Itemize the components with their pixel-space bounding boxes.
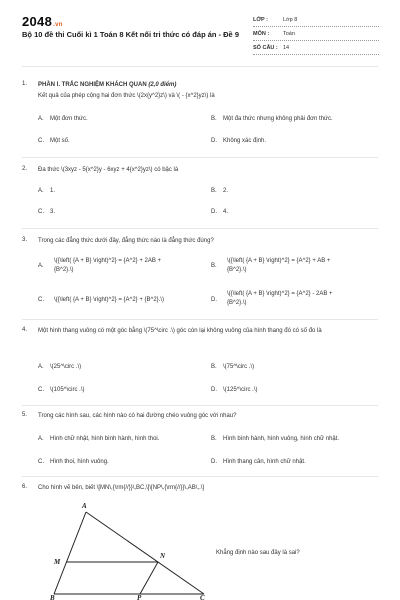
section-heading — [38, 81, 176, 90]
option-text: 1. — [50, 188, 56, 194]
divider — [22, 228, 378, 229]
question-3-option-b[interactable] — [227, 257, 377, 275]
question-6-number: 6. — [22, 484, 28, 490]
divider — [22, 405, 378, 406]
option-text: \(25^\circ .\) — [50, 364, 82, 370]
question-1-text: Kết quả của phép cộng hai đơn thức \(2x{y^2}z\) và \( - {x^2}yz\) là — [38, 93, 215, 99]
option-key: A. — [38, 436, 44, 442]
option-text: Không xác định. — [223, 138, 267, 144]
option-key: D. — [211, 138, 217, 144]
info-count — [253, 45, 289, 51]
question-6-prompt: Khẳng định nào sau đây là sai? — [216, 550, 300, 556]
question-5-number: 5. — [22, 412, 28, 418]
option-text: Hình bình hành, hình vuông, hình chữ nhật. — [223, 436, 340, 442]
divider — [22, 66, 378, 67]
option-key: D. — [211, 209, 217, 215]
divider — [253, 54, 379, 55]
question-4-option-a[interactable] — [38, 363, 81, 372]
option-text: \(105^\circ .\) — [50, 387, 85, 393]
question-1-option-c[interactable] — [38, 137, 70, 146]
option-text: 2. — [223, 188, 229, 194]
question-5-text: Trong các hình sau, các hình nào có hai đường chéo vuông góc với nhau? — [38, 413, 237, 419]
option-key: C. — [38, 459, 44, 465]
question-3-option-a-key[interactable]: A. — [38, 263, 44, 269]
info-subject-value: Toán — [283, 31, 295, 37]
question-3-option-d[interactable] — [227, 290, 377, 308]
question-3-option-c-key[interactable]: C. — [38, 297, 44, 303]
option-text: 3. — [50, 209, 56, 215]
question-3-number: 3. — [22, 237, 28, 243]
section-points: (2,0 điểm) — [148, 82, 177, 88]
label-m: M — [54, 558, 61, 566]
segment-np — [140, 562, 158, 594]
question-4-option-d[interactable] — [211, 386, 258, 395]
option-key: A. — [38, 364, 44, 370]
question-1-number: 1. — [22, 81, 28, 87]
question-1-option-a[interactable] — [38, 115, 88, 124]
question-3-option-c[interactable] — [54, 296, 209, 305]
question-4-number: 4. — [22, 327, 28, 333]
question-2-option-c[interactable] — [38, 208, 55, 217]
question-5-option-c[interactable] — [38, 458, 109, 467]
option-formula-line: {B^2}.\) — [227, 300, 247, 306]
option-key: A. — [38, 188, 44, 194]
option-formula-line: \({\left( {A + B} \right)^2} = {A^2} - 2AB + — [227, 291, 333, 297]
side-ab — [54, 512, 86, 594]
divider — [22, 476, 378, 477]
option-text: \(75^\circ .\) — [223, 364, 255, 370]
divider — [253, 40, 379, 41]
question-1-option-d[interactable] — [211, 137, 266, 146]
question-2-number: 2. — [22, 166, 28, 172]
info-count-label: SỐ CÂU : — [253, 45, 278, 51]
option-key: C. — [38, 209, 44, 215]
option-key: C. — [38, 387, 44, 393]
option-formula-line: {B^2}.\) — [227, 267, 247, 273]
question-5-option-b[interactable] — [211, 435, 339, 444]
option-formula-line: \({\left( {A + B} \right)^2} = {A^2} + 2AB + — [54, 258, 162, 264]
question-5-option-a[interactable] — [38, 435, 159, 444]
site-logo[interactable] — [22, 14, 63, 29]
exam-title: Bộ 10 đề thi Cuối kì 1 Toán 8 Kết nối tri thức có đáp án - Đề 9 — [22, 30, 239, 39]
section-title: PHẦN I. TRẮC NGHIỆM KHÁCH QUAN — [38, 82, 147, 88]
question-5-option-d[interactable] — [211, 458, 306, 467]
label-b: B — [50, 594, 55, 600]
logo-suffix: .vn — [53, 22, 63, 28]
option-text: \(125^\circ .\) — [223, 387, 258, 393]
question-6-text: Cho hình vẽ bên, biết \[MN\,{\rm{//}}\,BC,\]\[NP\,{\rm{//}}\,AB\,.\] — [38, 485, 205, 491]
option-key: B. — [211, 436, 217, 442]
logo-number: 2048 — [22, 14, 53, 29]
question-3-text: Trong các đẳng thức dưới đây, đẳng thức nào là đẳng thức đúng? — [38, 238, 214, 244]
option-key: D. — [211, 459, 217, 465]
option-formula-line: \({\left( {A + B} \right)^2} = {A^2} + AB + — [227, 258, 331, 264]
question-2-option-b[interactable] — [211, 187, 228, 196]
question-4-option-b[interactable] — [211, 363, 254, 372]
option-key: B. — [211, 116, 217, 122]
info-count-value: 14 — [283, 45, 290, 51]
option-text: 4. — [223, 209, 229, 215]
question-4-option-c[interactable] — [38, 386, 85, 395]
label-c: C — [200, 594, 205, 600]
option-key: B. — [211, 188, 217, 194]
label-p: P — [137, 594, 142, 600]
question-2-text: Đa thức \(3xyz - 5{x^2}y - 6xyz + 4{x^2}yz\) có bậc là — [38, 167, 179, 173]
label-n: N — [160, 552, 166, 560]
question-3-option-d-key[interactable]: D. — [211, 297, 217, 303]
divider — [22, 319, 378, 320]
question-3-option-a[interactable] — [54, 257, 204, 275]
divider — [22, 157, 378, 158]
info-subject — [253, 31, 295, 37]
option-text: Hình chữ nhật, hình bình hành, hình thoi. — [50, 436, 160, 442]
option-key: B. — [211, 364, 217, 370]
question-2-option-d[interactable] — [211, 208, 228, 217]
question-1-option-b[interactable] — [211, 115, 333, 124]
option-text: Một số. — [50, 138, 70, 144]
info-class-value: Lớp 8 — [283, 17, 298, 23]
info-subject-label: MÔN : — [253, 31, 270, 37]
info-class — [253, 17, 297, 23]
side-ac — [86, 512, 204, 594]
option-text: Hình thoi, hình vuông. — [50, 459, 109, 465]
question-4-text: Một hình thang vuông có một góc bằng \(75^\circ .\) góc còn lại không vuông của hình thang đó có số đo là — [38, 328, 322, 334]
question-3-option-b-key[interactable]: B. — [211, 263, 217, 269]
option-key: C. — [38, 138, 44, 144]
option-formula-line: {B^2}.\) — [54, 267, 74, 273]
option-text: Hình thang cân, hình chữ nhật. — [223, 459, 306, 465]
triangle-figure — [40, 498, 220, 600]
divider — [253, 26, 379, 27]
option-text: Một đa thức nhưng không phải đơn thức. — [223, 116, 333, 122]
option-key: D. — [211, 387, 217, 393]
question-2-option-a[interactable] — [38, 187, 55, 196]
option-key: A. — [38, 116, 44, 122]
label-a: A — [82, 502, 87, 510]
option-formula-line: \({\left( {A + B} \right)^2} = {A^2} + {B^2}.\) — [54, 297, 165, 303]
info-class-label: LỚP : — [253, 17, 268, 23]
option-text: Một đơn thức. — [50, 116, 88, 122]
